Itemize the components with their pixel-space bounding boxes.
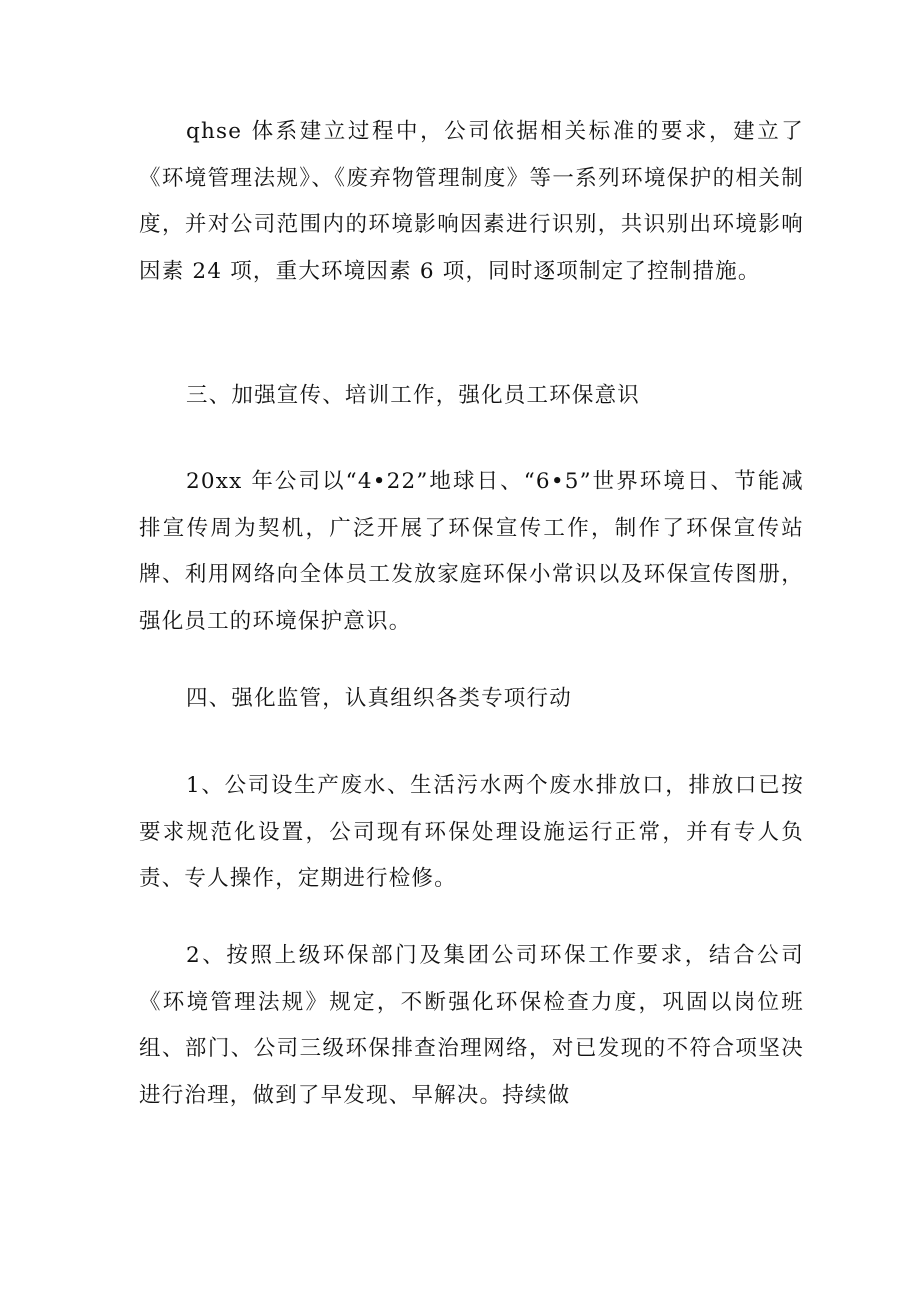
section-heading-publicity-training: 三、加强宣传、培训工作，强化员工环保意识 <box>186 383 641 408</box>
section-heading-supervision: 四、强化监管，认真组织各类专项行动 <box>186 686 572 711</box>
paragraph-wastewater-outlets: 1、公司设生产废水、生活污水两个废水排放口，排放口已按要求规范化设置，公司现有环保处理设施运行正常，并有专人负责、专人操作，定期进行检修。 <box>139 773 804 891</box>
paragraph-inspection-network: 2、按照上级环保部门及集团公司环保工作要求，结合公司《环境管理法规》规定，不断强化环保检查力度，巩固以岗位班组、部门、公司三级环保排查治理网络，对已发现的不符合项坚决进行治理，做到了早发现、早解决。持续做 <box>139 943 804 1108</box>
paragraph-qhse-system: qhse 体系建立过程中，公司依据相关标准的要求，建立了《环境管理法规》、《废弃物管理制度》等一系列环境保护的相关制度，并对公司范围内的环境影响因素进行识别，共识别出环境影响因素 24 项，重大环境因素 6 项，同时逐项制定了控制措施。 <box>139 119 804 284</box>
paragraph-publicity-activities: 20xx 年公司以“4•22”地球日、“6•5”世界环境日、节能减排宣传周为契机，广泛开展了环保宣传工作，制作了环保宣传站牌、利用网络向全体员工发放家庭环保小常识以及环保宣传图册，强化员工的环境保护意识。 <box>139 469 804 634</box>
